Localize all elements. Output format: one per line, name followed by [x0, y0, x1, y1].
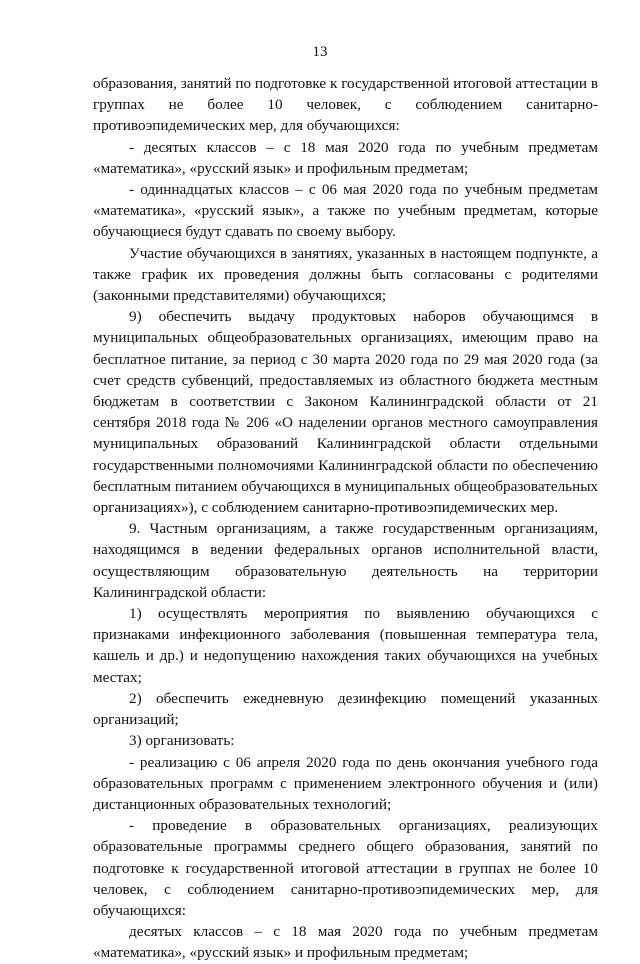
paragraph-8: 2) обеспечить ежедневную дезинфекцию помещений указанных организаций; [93, 689, 598, 729]
paragraph-4: Участие обучающихся в занятиях, указанных в настоящем подпункте, а также график их проведения должны быть согласованы с родителями (законными представителями) обучающихся; [93, 244, 598, 305]
page-number: 13 [312, 44, 328, 60]
paragraph-9: 3) организовать: [129, 732, 235, 750]
paragraph-10: - реализацию с 06 апреля 2020 года по день окончания учебного года образовательных программ с применением электронного обучения и (или) дистанционных образовательных технологий; [93, 753, 598, 813]
paragraph-5: 9) обеспечить выдачу продуктовых наборов обучающимся в муниципальных общеобразовательных организациях, имеющим право на бесплатное питание, за период с 30 марта 2020 года по 29 мая 2020 года (за счет средств субвенций, предоставляемых из областного бюджета местным бюджетам в соответствии с Законом Калининградской области от 21 сентября 2018 года № 206 «О наделении органов местного самоуправления муниципальных образований Калининградской области отдельными государственными полномочиями Калининградской области по обеспечению бесплатным питанием обучающихся в муниципальных общеобразовательных организациях»), с соблюдением санитарно-противоэпидемических мер. [93, 308, 598, 517]
paragraph-12: десятых классов – с 18 мая 2020 года по учебным предметам «математика», «русский язык» и профильным предметам; [93, 923, 598, 962]
paragraph-2: - десятых классов – с 18 мая 2020 года по учебным предметам «математика», «русский язык» и профильным предметам; [93, 138, 598, 177]
document-body [93, 73, 598, 964]
paragraph-11: - проведение в образовательных организациях, реализующих образовательные программы среднего общего образования, занятий по подготовке к государственной итоговой аттестации в группах не более 10 человек, с соблюдением санитарно-противоэпидемических мер, для обучающихся: [93, 817, 598, 919]
paragraph-1: образования, занятий по подготовке к государственной итоговой аттестации в группах не более 10 человек, с соблюдением санитарно-противоэпидемических мер, для обучающихся: [93, 75, 598, 135]
paragraph-6: 9. Частным организациям, а также государственным организациям, находящимся в ведении федеральных органов исполнительной власти, осуществляющим образовательную деятельность на территории Калининградской области: [93, 520, 598, 601]
paragraph-7: 1) осуществлять мероприятия по выявлению обучающихся с признаками инфекционного заболевания (повышенная температура тела, кашель и др.) и недопущению нахождения таких обучающихся на учебных местах; [93, 605, 598, 686]
paragraph-3: - одиннадцатых классов – с 06 мая 2020 года по учебным предметам «математика», «русский язык», а также по учебным предметам, которые обучающиеся будут сдавать по своему выбору. [93, 181, 598, 241]
